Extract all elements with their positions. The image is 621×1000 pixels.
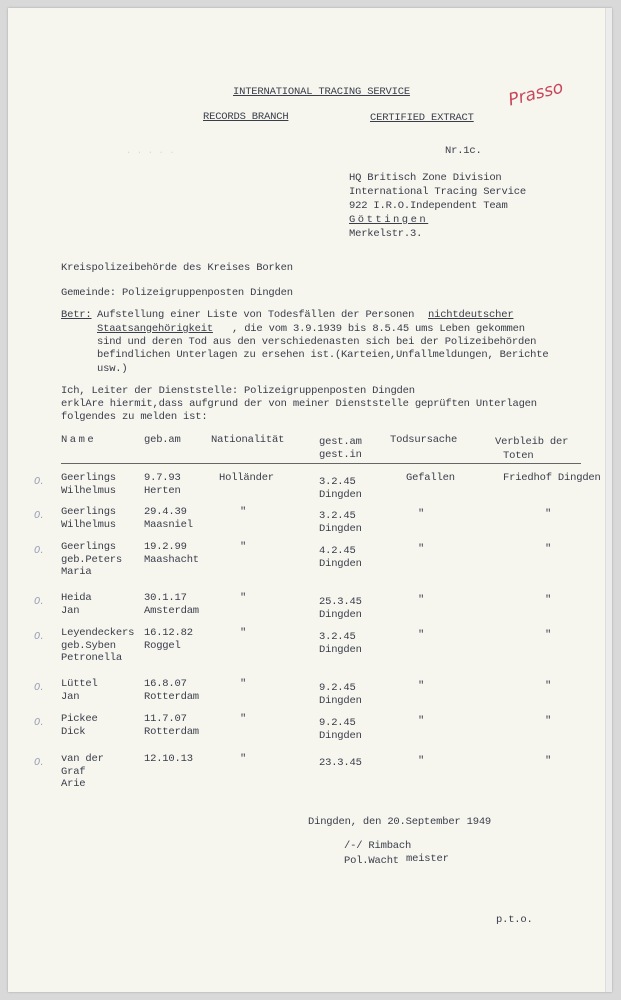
row-fate: " [545,755,552,767]
row-check-mark: 0. [34,476,44,487]
row-name: Geerlings [61,472,116,484]
row-nationality: " [240,753,247,765]
row-died: 3.2.45 [319,476,356,488]
document-page [8,8,612,992]
row-cause: " [418,755,425,767]
row-check-mark: 0. [34,682,44,693]
row-born: 16.12.82 [144,627,193,639]
page-turn-note: p.t.o. [496,914,533,926]
authority: Kreispolizeibehörde des Kreises Borken [61,262,293,274]
extract-title: CERTIFIED EXTRACT [370,112,474,124]
row-died: 9.2.45 [319,682,356,694]
row-died: 9.2.45 [319,717,356,729]
row-name: Jan [61,604,80,617]
row-born: Roggel [144,639,181,652]
document-number: Nr.1c. [445,145,482,157]
row-died: 3.2.45 [319,631,356,643]
row-born: 30.1.17 [144,592,187,604]
address-line-2: International Tracing Service [349,186,526,198]
row-name: Heida [61,592,92,604]
row-fate: " [545,629,552,641]
row-name: Lüttel [61,678,98,690]
row-check-mark: 0. [34,545,44,556]
row-fate: Friedhof Dingden [503,472,601,484]
row-name: Jan [61,690,80,703]
row-nationality: " [240,592,247,604]
row-born: 11.7.07 [144,713,187,725]
betr-label: Betr: [61,309,92,321]
col-header-died-2: gest.in [319,449,362,461]
row-name: Arie [61,778,86,790]
row-died: Dingden [319,522,362,535]
row-died: 25.3.45 [319,596,362,608]
row-check-mark: 0. [34,596,44,607]
row-name: Wilhelmus [61,518,116,531]
row-born: 19.2.99 [144,541,187,553]
row-name: Graf [61,765,86,778]
row-born: Rotterdam [144,725,199,738]
row-born: Maasniel [144,518,193,531]
row-nationality: " [240,541,247,553]
signature-line-2a: Pol.Wacht [344,855,399,867]
row-check-mark: 0. [34,631,44,642]
address-line-1: HQ Britisch Zone Division [349,172,502,184]
row-name: Pickee [61,713,98,725]
intro-line-3: folgendes zu melden ist: [61,411,208,423]
row-born: Herten [144,484,181,497]
org-title: INTERNATIONAL TRACING SERVICE [233,86,410,98]
row-cause: " [418,629,425,641]
row-cause: " [418,508,425,520]
row-cause: " [418,715,425,727]
row-name: Geerlings [61,506,116,518]
row-name: Leyendeckers [61,627,135,639]
col-header-nationality: Nationalität [211,434,285,446]
row-name: Dick [61,725,86,738]
row-cause: Gefallen [406,472,455,484]
betr-line-1b: nichtdeutscher [428,309,514,321]
betr-line-4: befindlichen Unterlagen zu ersehen ist.(Karteien,Unfallmeldungen, Berichte [97,349,549,361]
row-name: geb.Syben [61,639,116,652]
row-born: 29.4.39 [144,506,187,518]
place-date: Dingden, den 20.September 1949 [308,816,492,828]
branch-title: RECORDS BRANCH [203,111,289,123]
intro-line-2: erklAre hiermit,dass aufgrund der von meiner Dienststelle geprüften Unterlagen [61,398,537,410]
row-nationality: " [240,713,247,725]
row-name: Maria [61,566,92,578]
row-died: Dingden [319,643,362,656]
header-rule [61,463,581,464]
betr-line-2a: Staatsangehörigkeit [97,323,213,335]
row-fate: " [545,594,552,606]
row-name: Petronella [61,652,123,664]
signature-line-2b: meister [406,853,449,865]
row-name: Geerlings [61,541,116,553]
row-born: 12.10.13 [144,753,193,765]
page-edge [605,8,612,992]
row-born: 9.7.93 [144,472,181,484]
row-name: geb.Peters [61,553,123,566]
address-street: Merkelstr.3. [349,228,423,240]
row-died: 23.3.45 [319,757,362,769]
row-born: Amsterdam [144,604,199,617]
betr-line-1a: Aufstellung einer Liste von Todesfällen der Personen [97,309,415,321]
row-fate: " [545,715,552,727]
row-cause: " [418,543,425,555]
row-cause: " [418,594,425,606]
row-check-mark: 0. [34,717,44,728]
row-nationality: " [240,678,247,690]
row-died: Dingden [319,608,362,621]
betr-line-3: sind und deren Tod aus den verschiedenasten sich bei der Polizeibehörden [97,336,537,348]
row-cause: " [418,680,425,692]
row-nationality: " [240,506,247,518]
row-nationality: " [240,627,247,639]
betr-line-2b: , die vom 3.9.1939 bis 8.5.45 ums Leben gekommen [232,323,525,335]
col-header-died-1: gest.am [319,436,362,448]
betr-line-5: usw.) [97,363,128,375]
col-header-fate-1: Verbleib der [495,436,569,448]
col-header-name: Name [61,434,97,446]
row-born: Maashacht [144,553,199,566]
intro-line-1: Ich, Leiter der Dienststelle: Polizeigruppenposten Dingden [61,385,415,397]
row-died: Dingden [319,557,362,570]
row-born: 16.8.07 [144,678,187,690]
row-name: Wilhelmus [61,484,116,497]
row-died: 4.2.45 [319,545,356,557]
row-fate: " [545,680,552,692]
gemeinde: Gemeinde: Polizeigruppenposten Dingden [61,287,293,299]
row-check-mark: 0. [34,510,44,521]
handwritten-stamp: Prasso [506,77,566,111]
col-header-cause: Todsursache [390,434,458,446]
row-born: Rotterdam [144,690,199,703]
bleed-through: . . . . . [126,146,175,156]
address-line-3: 922 I.R.O.Independent Team [349,200,508,212]
row-died: Dingden [319,694,362,707]
row-nationality: Holländer [219,472,274,484]
col-header-fate-2: Toten [503,450,534,462]
row-died: Dingden [319,488,362,501]
row-died: 3.2.45 [319,510,356,522]
address-city: Göttingen [349,214,429,226]
col-header-born: geb.am [144,434,181,446]
signature-line-1: /-/ Rimbach [344,840,412,852]
row-check-mark: 0. [34,757,44,768]
row-fate: " [545,543,552,555]
row-name: van der [61,753,104,765]
row-fate: " [545,508,552,520]
row-died: Dingden [319,729,362,742]
